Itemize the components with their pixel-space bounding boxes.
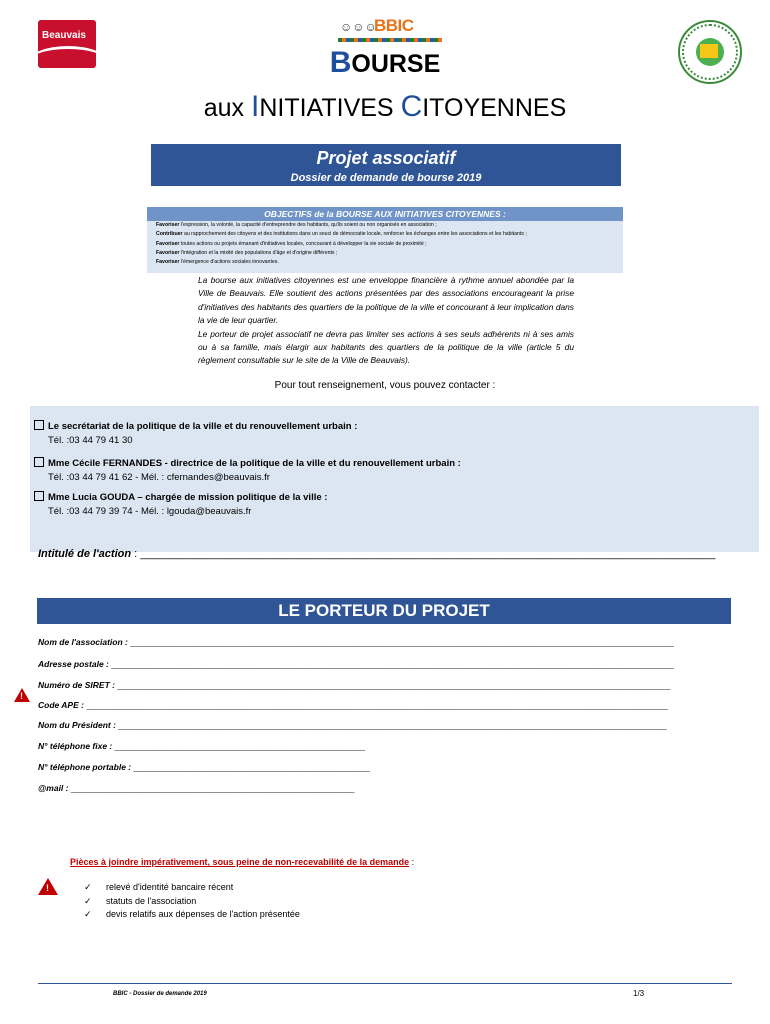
contact-item bbox=[34, 491, 327, 517]
contact-item bbox=[34, 457, 461, 483]
contact-item bbox=[34, 420, 357, 446]
postal-address-field[interactable]: Adresse postale : _______________________________________________________________________________________________________________________ bbox=[38, 659, 674, 669]
check-icon: ✓ bbox=[84, 909, 92, 919]
title-itoyennes: ITOYENNES bbox=[422, 94, 567, 122]
siret-field[interactable]: Numéro de SIRET : _____________________________________________________________________________________________________________________ bbox=[38, 680, 671, 690]
project-subtitle: Dossier de demande de bourse 2019 bbox=[290, 172, 482, 184]
association-name-field[interactable]: Nom de l'association : ___________________________________________________________________________________________________________________ bbox=[38, 637, 674, 647]
title-ourse: OURSE bbox=[351, 50, 441, 78]
title-cap-c: C bbox=[400, 90, 423, 123]
project-title: Projet associatif bbox=[316, 148, 456, 168]
footer-divider bbox=[38, 983, 732, 984]
page-title-line1 bbox=[0, 46, 770, 80]
objective-item: Favoriser l'expression, la volonté, la capacité d'entreprendre des habitants, qu'ils soient ou non organisés en association ; bbox=[156, 222, 437, 228]
page-title-line2 bbox=[0, 90, 770, 124]
objectives-list bbox=[147, 221, 623, 273]
checkbox-icon bbox=[34, 457, 44, 467]
email-field[interactable]: @mail : ____________________________________________________________ bbox=[38, 783, 355, 793]
contact-intro: Pour tout renseignement, vous pouvez contacter : bbox=[274, 380, 496, 391]
title-aux: aux bbox=[203, 94, 251, 122]
checkbox-icon bbox=[34, 420, 44, 430]
objective-item: Favoriser l'émergence d'actions sociales innovantes. bbox=[156, 259, 279, 266]
warning-icon: ! bbox=[38, 878, 58, 895]
contact-name: Mme Lucia GOUDA – chargée de mission politique de la ville : bbox=[48, 492, 328, 503]
action-title-line[interactable]: ______________________________________________________________________________________________ bbox=[140, 548, 716, 560]
action-title-field[interactable]: Intitulé de l'action : ______________________________________________________________________________________________ bbox=[38, 548, 716, 560]
bbic-logo-text: BBIC bbox=[374, 16, 414, 35]
objective-item: Favoriser l'intégration et la mixité des populations d'âge et d'origine différents ; bbox=[156, 249, 338, 256]
president-name-field[interactable]: Nom du Président : ____________________________________________________________________________________________________________________ bbox=[38, 720, 667, 730]
intro-paragraph-2: Le porteur de projet associatif ne devra pas limiter ses actions à ses seuls adhérents ni à ses amis ou à sa famille, mais élargir aux habitants des quartiers de la politique de la ville (article 5 du règlement consultable sur le site de la Ville de Beauvais). bbox=[198, 328, 574, 366]
objectives-heading: OBJECTIFS de la BOURSE AUX INITIATIVES CITOYENNES : bbox=[147, 207, 623, 221]
objective-item: Favoriser toutes actions ou projets émanant d'initiatives locales, concourant à développer la vie sociale de proximité ; bbox=[156, 240, 427, 247]
footer-text: BBIC - Dossier de demande 2019 bbox=[113, 991, 207, 997]
check-icon: ✓ bbox=[84, 882, 92, 892]
contact-name: Le secrétariat de la politique de la ville et du renouvellement urbain : bbox=[48, 421, 358, 432]
bbic-logo-stripe bbox=[338, 38, 442, 42]
list-item: ✓ statuts de l'association bbox=[84, 895, 300, 909]
contact-box bbox=[30, 406, 759, 552]
list-item: ✓ relevé d'identité bancaire récent bbox=[84, 881, 300, 895]
section-heading-porteur: LE PORTEUR DU PROJET bbox=[37, 598, 731, 624]
contact-tel: Tél. :03 44 79 39 74 - Mél. : lgouda@beauvais.fr bbox=[48, 506, 252, 517]
contact-tel: Tél. :03 44 79 41 30 bbox=[48, 435, 133, 446]
ape-code-field[interactable]: Code APE : ___________________________________________________________________________________________________________________________ bbox=[38, 700, 668, 710]
action-title-label: Intitulé de l'action bbox=[38, 548, 132, 560]
intro-paragraph bbox=[198, 274, 574, 368]
mobile-phone-field[interactable]: N° téléphone portable : __________________________________________________ bbox=[38, 762, 370, 772]
title-nitiatives: NITIATIVES bbox=[259, 94, 401, 122]
project-header-box bbox=[151, 144, 621, 186]
beauvais-logo-text: Beauvais bbox=[42, 30, 86, 41]
required-documents-list bbox=[84, 881, 300, 922]
warning-icon: ! bbox=[14, 688, 30, 702]
title-cap-b: B bbox=[329, 46, 352, 79]
contact-name: Mme Cécile FERNANDES - directrice de la politique de la ville et du renouvellement urbain : bbox=[48, 458, 461, 469]
checkbox-icon bbox=[34, 491, 44, 501]
contact-tel: Tél. :03 44 79 41 62 - Mél. : cfernandes@beauvais.fr bbox=[48, 472, 270, 483]
page-number: 1/3 bbox=[633, 989, 645, 998]
check-icon: ✓ bbox=[84, 895, 92, 906]
people-icon: ☺☺☺ bbox=[340, 20, 377, 34]
intro-paragraph-1: La bourse aux initiatives citoyennes est une enveloppe financière à rythme annuel abondée par la Ville de Beauvais. Elle soutient des actions présentées par des associations encourageant la prise d'initiatives des habitants des quartiers de la politique de la ville et concourant à leur implication dans la vie de leur quartier. bbox=[198, 275, 574, 326]
objective-item: Contribuer au rapprochement des citoyens et des institutions dans un souci de démocratie locale, renforcer les échanges entre les associations et les habitants ; bbox=[156, 231, 527, 238]
list-item: ✓ devis relatifs aux dépenses de l'action présentée bbox=[84, 908, 300, 922]
title-cap-i: I bbox=[250, 90, 260, 123]
landline-phone-field[interactable]: N° téléphone fixe : _____________________________________________________ bbox=[38, 741, 366, 751]
bbic-logo bbox=[338, 14, 442, 48]
required-documents-title: Pièces à joindre impérativement, sous peine de non-recevabilité de la demande : bbox=[70, 857, 415, 867]
